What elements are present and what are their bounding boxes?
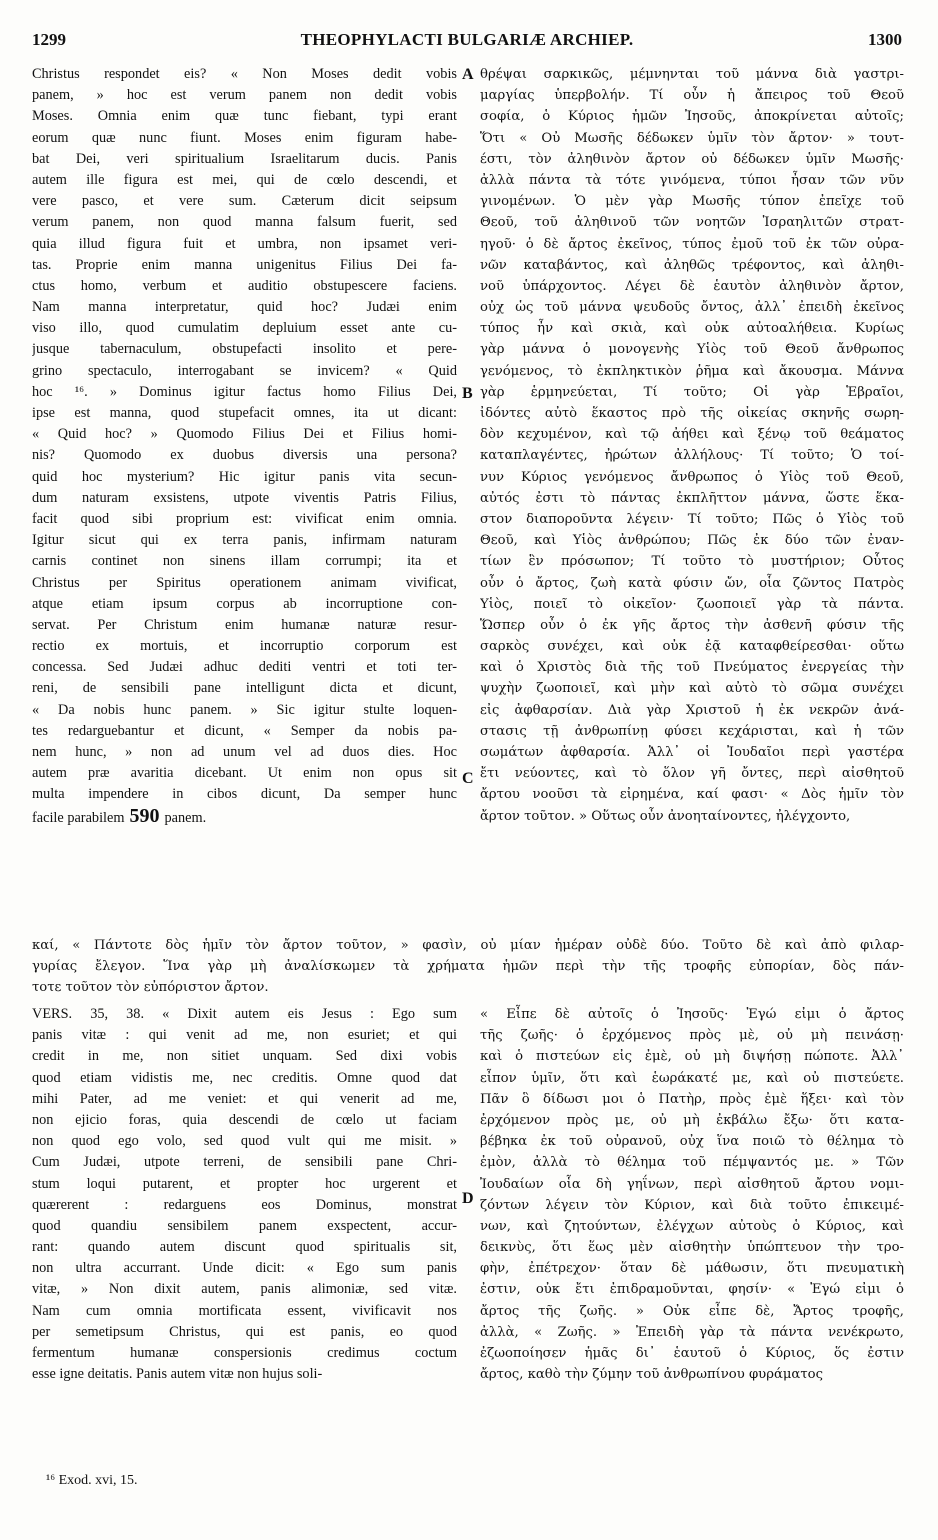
- text-line: fermentum humanæ conspersionis credimus coctum: [32, 1345, 457, 1361]
- text-line: τῆς ζωῆς· ὁ ἐρχόμενος πρὸς μὲ, οὐ μὴ πεινάσῃ·: [480, 1028, 904, 1044]
- text-line: ἰδόντες αὐτὸ ἕκαστος πρὸ τῆς οἰκείας σκηνῆς σωρη-: [480, 406, 904, 421]
- text-line: carnis continet non sinens illam corrumpi; ita et: [32, 553, 457, 570]
- text-line: Christus respondet eis? « Non Moses dedit vobis: [32, 66, 457, 82]
- text-line: reni, de sensibili pane intelligunt dicta et dicunt,: [32, 680, 457, 697]
- text-line: Nam cum omnia mortificata essent, vivificavit nos: [32, 1302, 457, 1319]
- text-line: ἄρτου νοοῦσι τὰ εἰρημένα, καί φασι· « Δὸς ἡμῖν τὸν: [480, 787, 904, 803]
- text-line: ἔτι νεύοντες, καὶ τὸ ὅλον γῆ ὄντες, περὶ αἰσθητοῦ: [480, 766, 904, 782]
- text-line: dum naturam exsistens, utpote viventis Patris Filius,: [32, 489, 457, 506]
- greek-spanning-paragraph: [32, 935, 904, 998]
- text-line: έστι, τὸν ἀληθινὸν ἄρτον οὐ δέδωκεν ὑμῖν Μωσῆς·: [480, 151, 904, 167]
- column-marker: 590: [124, 805, 165, 827]
- margin-letter-a: A: [462, 66, 474, 83]
- text-line: θρέψαι σαρκικῶς, μέμνηνται τοῦ μάννα διὰ γαστρι-: [480, 67, 904, 82]
- text-line: ψυχὴν ζωοποιεῖ, καὶ μὴν καὶ αὐτὸ τὸ σῶμα συνέχει: [480, 681, 904, 697]
- text-line: Igitur sicut qui ex terra panis, infirmam naturam: [32, 532, 457, 549]
- latin-column-bottom: [32, 1004, 457, 1385]
- text-line: ἄρτος τῆς ζωῆς. » Οὐκ εἶπε δὲ, Ἄρτος τροφῆς,: [480, 1303, 904, 1319]
- text-line: jusque tabernaculum, obstupefacti insolito et pere-: [32, 341, 457, 358]
- text-line: facile parabilem 590 panem.: [32, 805, 207, 827]
- text-line: autem ille figura est mei, qui de cœlo descendi, et: [32, 171, 457, 188]
- text-line: non ultra accurrant. Unde dicit: « Ego sum panis: [32, 1260, 457, 1277]
- text-line: τύπος ἦν καὶ σκιὰ, καὶ οὐκ αὐτοαλήθεια. Κυρίως: [480, 321, 904, 337]
- text-line: γὰρ μάννα ὁ μονογενὴς Υἱὸς τοῦ Θεοῦ ἄνθρωπος: [480, 342, 904, 358]
- text-line: στον διαπορoῦντα λέγειν· Τί τοῦτο; Πῶς ὁ Υἱὸς τοῦ: [480, 511, 904, 527]
- text-line: quod etiam vidistis me, nec creditis. Omne quod dat: [32, 1069, 457, 1086]
- page-number-right: 1300: [868, 30, 902, 49]
- text-line: ἐμὸν, ἀλλὰ τὸ θέλημα τοῦ πέμψαντός με. » Τῶν: [480, 1155, 904, 1171]
- text-line: ἄρτον τοῦτον. » Οὕτως οὖν ἀνοηταίνοντες, ἠλέγχοντο,: [480, 808, 851, 824]
- text-line: atque etiam ipsum corpus ab incorruptione con-: [32, 595, 457, 612]
- text-line: mihi Pater, ad me veniet: et qui venerit ad me,: [32, 1090, 457, 1107]
- text-line: εἰς ἀφθαρσίαν. Διὰ γὰρ Χριστοῦ ἡ ἐκ νεκρῶν ἀνά-: [480, 702, 904, 718]
- text-line: τίων ἓν πρόσωπον; Τί τοῦτο τὸ μυστήριον; Οὗτος: [480, 554, 904, 570]
- text-line: Θεοῦ, καὶ Υἱὸς ἀνθρώπου; Πῶς ἐκ δύο τῶν ἐναν-: [480, 533, 904, 549]
- text-line: φὴν, ἐπέτρεχον· ὅταν δὲ μάθωσιν, ὅτι πνευματικὴ: [480, 1261, 904, 1277]
- text-line: « Quid hoc? » Quomodo Filius Dei et Filius homi-: [32, 426, 457, 443]
- text-line: γενόμενος, τὸ ἐκπληκτικὸν ῥῆμα καὶ ἄκουσμα. Μάννα: [480, 363, 904, 379]
- text-line: βέβηκα ἐκ τοῦ οὐρανοῦ, οὐχ ἵνα ποιῶ τὸ θέλημα τὸ: [480, 1134, 904, 1150]
- text-line: οὖν ὁ ἄρτος, ζωὴ κατὰ φύσιν ὤν, οἷα ζῶντος Πατρὸς: [480, 575, 904, 591]
- page-number-left: 1299: [32, 30, 66, 49]
- text-line: Θεοῦ, τοῦ ἀληθινοῦ τῶν νοητῶν Ἰσραηλιτῶν στρατ-: [480, 215, 904, 231]
- text-line: νοῦ ὑπάρχοντος. Λέγει δὲ ἑαυτὸν ἀληθινὸν ἄρτον,: [480, 278, 904, 294]
- text-line: stum loqui putarent, et propter hoc urgerent et: [32, 1175, 457, 1192]
- text-line: nem hunc, » non ad unum vel ad duos dies. Hoc: [32, 744, 457, 760]
- greek-column-top: [480, 64, 904, 827]
- text-line: « Εἶπε δὲ αὐτοῖς ὁ Ἰησοῦς· Ἐγώ εἰμι ὁ ἄρτος: [480, 1007, 904, 1022]
- greek-column-bottom: [480, 1004, 904, 1385]
- text-line: quid hoc mysterium? Hic igitur panis vita secun-: [32, 468, 457, 485]
- text-line: εἶπον ὑμῖν, ὅτι καὶ ἑωράκατέ με, καὶ οὐ πιστεύετε.: [480, 1070, 904, 1086]
- text-line: Ὥσπερ οὖν ὁ ἐκ γῆς ἄρτος τὴν ἀσθενῆ φύσιν τῆς: [480, 617, 904, 633]
- text-line: rectio ex mortuis, et incorruptio corporum est: [32, 638, 457, 655]
- text-line: γυρίας ἔλεγον. Ἵνα γὰρ μὴ ἀναλίσκωμεν τὰ χρήματα ἡμῶν περὶ τὴν τῆς τροφῆς εὐπορίαν, δὸς πάν-: [32, 959, 904, 974]
- text-line: Christus per Spiritus operationem animam vivificat,: [32, 574, 457, 591]
- text-line: per semetipsum Christus, qui est panis, eo quod: [32, 1323, 457, 1340]
- running-title: THEOPHYLACTI BULGARIÆ ARCHIEP.: [300, 30, 634, 49]
- text-line: grino spectaculo, interrogabant se invicem? « Quid: [32, 362, 457, 379]
- text-line: σοφία, ὁ Κύριος ἡμῶν Ἰησοῦς, ἀποκρίνεται αὐτοῖς;: [480, 109, 904, 125]
- text-line: non quod ego volo, sed quod vult qui me misit. »: [32, 1133, 457, 1150]
- text-line: quia illud figura fuit et umbra, non ipsamet veri-: [32, 235, 457, 252]
- text-fragment: panem.: [164, 809, 207, 826]
- text-line: καταπλαγέντες, ἠρώτων ἀλλήλους· Τί τοῦτο; Ὁ τοί-: [480, 448, 904, 464]
- latin-column-top: [32, 64, 457, 827]
- text-line: σωμάτων ἀφθαρσία. Ἀλλ᾽ οἱ Ἰουδαῖοι περὶ γαστέρα: [480, 745, 904, 760]
- text-line: « Da nobis hunc panem. » Sic igitur stulte loquen-: [32, 701, 457, 718]
- text-line: Υἱὸς, ποιεῖ τὸ οἰκεῖον· ζωοποιεῖ γὰρ τὰ πάντα.: [480, 596, 904, 612]
- text-line: Moses. Omnia enim quæ tunc fiebant, typi erant: [32, 108, 457, 125]
- text-line: ἐρχόμενον πρὸς με, οὐ μὴ ἐκβάλω ἔξω· ὅτι κατα-: [480, 1112, 904, 1128]
- text-line: ηγοῦ· ὁ δὲ ἄρτος ἐκεῖνος, τύπος ἐμοῦ τοῦ ἐκ τῶν οὐρα-: [480, 236, 904, 252]
- text-line: esse igne deitatis. Panis autem vitæ non hujus soli-: [32, 1366, 323, 1383]
- text-line: οὐχ ὡς τοῦ μάννα ψευδοῦς ὄντος, ἀλλ᾽ ἐπειδὴ ἐκεῖνος: [480, 300, 904, 316]
- text-line: autem præ avaritia dicebant. Ut enim non opus sit: [32, 765, 457, 782]
- text-line: νῶν καταβάντος, καὶ ἀληθῶς τρέφοντος, καὶ ἀληθι-: [480, 257, 904, 273]
- text-line: δεικνὺς, ὅτι ἕως μὲν αἰσθητὴν ὑπώπτευον τὴν τρο-: [480, 1240, 904, 1256]
- text-line: panem, » hoc est verum panem non dedit vobis: [32, 87, 457, 104]
- text-line: νων, καὶ ζητούντων, ἐλέγχων αὐτοὺς ὁ Κύριος, καὶ: [480, 1218, 904, 1234]
- text-line: στασις τῇ ἀνθρωπίνῃ φύσει κεχάρισται, καὶ ἡ τῶν: [480, 723, 904, 739]
- text-line: ctus homo, verbum et auditio obstupescere faciens.: [32, 277, 457, 294]
- text-line: Ἰουδαίων οἷα δὴ γηΐνων, περὶ αἰσθητοῦ ἄρτου νομι-: [480, 1176, 904, 1192]
- text-line: ipse est manna, quod stupefacit omnes, ita ut dicant:: [32, 405, 457, 421]
- text-line: σαρκὸς συνέχει, καὶ οὐκ ἐᾷ καταφθείρεσθαι· οὕτω: [480, 639, 904, 655]
- text-line: credit in me, non sitiet unquam. Sed dixi vobis: [32, 1048, 457, 1065]
- text-line: καί, « Πάντοτε δὸς ἡμῖν τὸν ἄρτον τοῦτον, » φασὶν, οὐ μίαν ἡμέραν οὐδὲ δύο. Τοῦτο δὲ καὶ ἀπὸ φιλαρ-: [32, 938, 904, 953]
- text-line: αὐτός ἐστι τὸ πάντας ἐκπλῆττον μάννα, ὥστε ἕκα-: [480, 490, 904, 506]
- margin-letter-c: C: [462, 770, 474, 787]
- text-line: bat Dei, veri spiritualium Israelitarum ducis. Panis: [32, 150, 457, 167]
- text-line: Ὅτι « Οὐ Μωσῆς δέδωκεν ὑμῖν τὸν ἄρτον· » τουτ-: [480, 130, 904, 146]
- margin-letter-d: D: [462, 1190, 474, 1207]
- text-line: tes redarguebantur et dicunt, « Semper da nobis pa-: [32, 722, 457, 739]
- text-line: μαργίας ὑπερβολήν. Τί οὖν ἡ ἄπειρος τοῦ Θεοῦ: [480, 88, 904, 104]
- text-line: νυν Κύριος γενόμενος ἄνθρωπος ὁ Υἱὸς τοῦ Θεοῦ,: [480, 469, 904, 485]
- text-line: non ejicio foras, quia descendi de cœlo ut faciam: [32, 1111, 457, 1128]
- text-line: rant: quando autem discunt quod spiritualis sit,: [32, 1239, 457, 1256]
- margin-letter-b: B: [462, 385, 473, 402]
- text-line: γινομένων. Ὁ μὲν γὰρ Μωσῆς τύπον ἐπεῖχε τοῦ: [480, 194, 904, 210]
- text-line: hoc ¹⁶. » Dominus igitur factus homo Filius Dei,: [32, 383, 457, 400]
- text-line: panis vitæ : qui venit ad me, non esuriet; et qui: [32, 1027, 457, 1044]
- text-line: ἀλλὰ πάντα τὰ τότε γινόμενα, τύποι ἦσαν τῶν νῦν: [480, 172, 904, 188]
- text-line: servat. Per Christum enim humanæ naturæ resur-: [32, 616, 457, 633]
- text-line: concessa. Sed Judæi adhuc dediti ventri et toti ter-: [32, 659, 457, 676]
- text-line: quod quandiu sensibilem panem exspectent, accur-: [32, 1217, 457, 1234]
- text-line: tas. Proprie enim manna unigenitus Filius Dei fa-: [32, 256, 457, 273]
- text-line: viso illo, quod cumulatim depluium esset ante cu-: [32, 320, 457, 337]
- footnote: ¹⁶ Exod. xvi, 15.: [46, 1473, 138, 1488]
- text-line: multa impendere in cibos dicunt, Da semper hunc: [32, 786, 457, 803]
- page-header: [32, 30, 902, 56]
- text-line: facit quod sibi proprium est: vivificat enim omnia.: [32, 510, 457, 527]
- text-line: verum panem, non quod manna falsum fuerit, sed: [32, 214, 457, 231]
- text-line: ἄρτος, καθὸ τὴν ζύμην τοῦ ἀνθρωπίνου φυράματος: [480, 1367, 823, 1383]
- text-line: nis? Quomodo ex duobus diversis una persona?: [32, 447, 457, 464]
- text-line: eorum quæ nunc fiunt. Moses enim figuram habe-: [32, 129, 457, 146]
- text-line: ἀλλὰ, « Ζωῆς. » Ἐπειδὴ γὰρ τὰ πάντα νενέκρωτο,: [480, 1324, 904, 1340]
- text-line: Cum Judæi, utpote terreni, de sensibili pane Chri-: [32, 1154, 457, 1171]
- text-line: ζόντων λέγειν τὸν Κύριον, καὶ διὰ τοῦτο ἐπικειμέ-: [480, 1197, 904, 1213]
- text-line: vere pasco, et vere sum. Cæterum dicit seipsum: [32, 193, 457, 210]
- text-line: γὰρ ἑρμηνεύεται, Τί τοῦτο; Οἱ γὰρ Ἑβραῖοι,: [480, 384, 904, 400]
- text-line: τοτε τοῦτον τὸν εὐπόριστον ἄρτον.: [32, 980, 269, 995]
- text-line: δὸν κεχυμένον, καὶ τῷ ἀήθει καὶ ξένῳ τοῦ θεάματος: [480, 427, 904, 443]
- text-line: καὶ ὁ Χριστὸς διὰ τῆς τοῦ Πνεύματος ἐνεργείας τὴν: [480, 660, 904, 676]
- text-line: Πᾶν ὃ δίδωσι μοι ὁ Πατὴρ, πρὸς ἐμὲ ἥξει· καὶ τὸν: [480, 1091, 904, 1107]
- text-line: vitæ, » Non dixit autem, panis alimoniæ, sed vitæ.: [32, 1281, 457, 1298]
- text-line: VERS. 35, 38. « Dixit autem eis Jesus : Ego sum: [32, 1006, 457, 1022]
- text-line: Nam manna interpretatur, quid hoc? Judæi enim: [32, 299, 457, 316]
- text-line: ἐστιν, οὐκ ἔτι ἐπιδραμοῦνται, φησίν· « Ἐγώ εἰμι ὁ: [480, 1282, 904, 1298]
- text-line: ἐζωοποίησεν ἡμᾶς δι᾽ ἑαυτοῦ ὁ Κύριος, ὅς ἐστιν: [480, 1346, 904, 1361]
- text-line: καὶ ὁ πιστεύων εἰς ἐμὲ, οὐ μὴ διψήσῃ πώποτε. Ἀλλ᾽: [480, 1049, 904, 1065]
- text-line: quærerent : redarguens eos Dominus, monstrat: [32, 1196, 457, 1213]
